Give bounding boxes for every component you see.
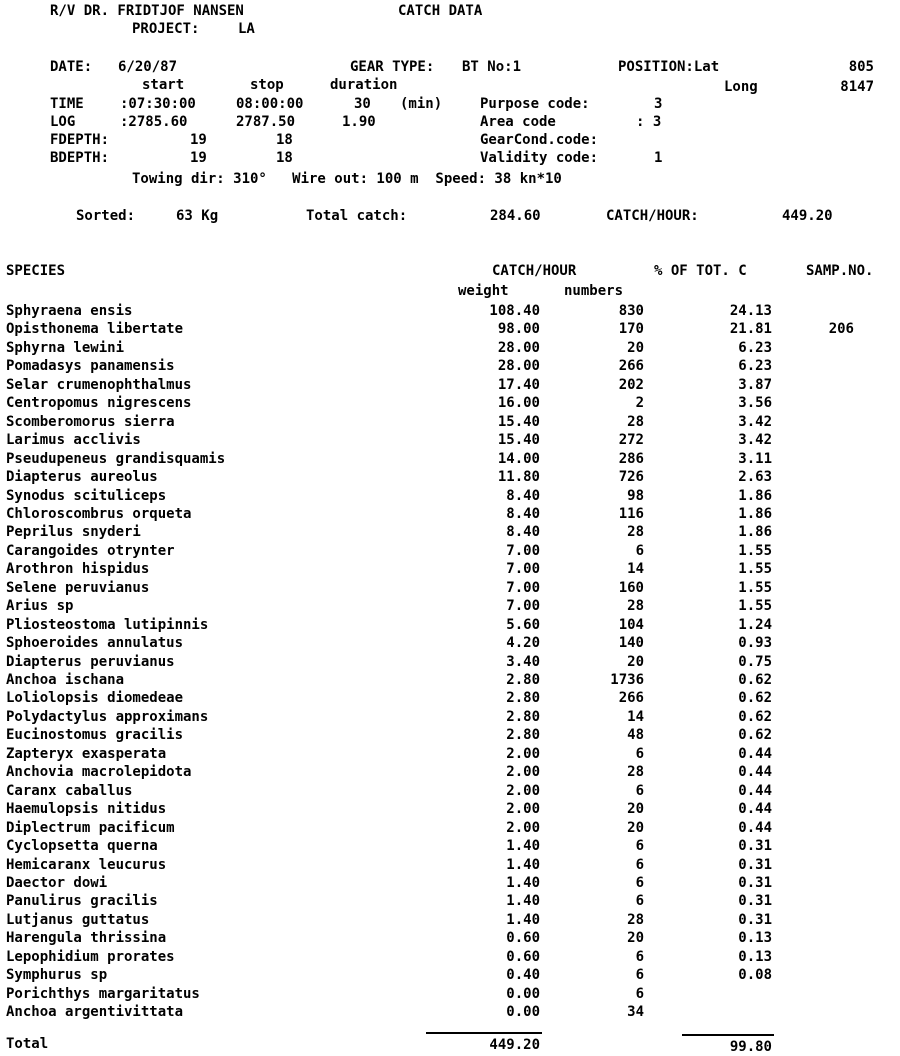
species-name: Arothron hispidus — [6, 561, 150, 577]
pct-value: 0.31 — [738, 912, 772, 928]
weight-column-header: weight — [458, 283, 509, 299]
document-title: CATCH DATA — [398, 3, 483, 19]
weight-value: 28.00 — [497, 340, 540, 356]
species-name: Porichthys margaritatus — [6, 986, 200, 1002]
species-name: Selar crumenophthalmus — [6, 377, 192, 393]
weight-value: 17.40 — [497, 377, 540, 393]
numbers-value: 20 — [627, 801, 644, 817]
pct-value: 0.31 — [738, 875, 772, 891]
species-name: Sphoeroides annulatus — [6, 635, 184, 651]
pct-value: 0.44 — [738, 764, 772, 780]
species-name: Diplectrum pacificum — [6, 820, 175, 836]
species-name: Diapterus peruvianus — [6, 654, 175, 670]
pct-value: 0.62 — [738, 727, 772, 743]
numbers-value: 6 — [635, 746, 644, 762]
weight-value: 2.00 — [506, 746, 540, 762]
total-label: Total — [6, 1036, 49, 1052]
weight-value: 1.40 — [506, 893, 540, 909]
species-name: Larimus acclivis — [6, 432, 141, 448]
pct-value: 0.62 — [738, 672, 772, 688]
weight-value: 7.00 — [506, 598, 540, 614]
weight-value: 1.40 — [506, 912, 540, 928]
weight-value: 2.80 — [506, 672, 540, 688]
time-label: TIME — [50, 96, 84, 112]
pct-value: 1.86 — [738, 506, 772, 522]
validity-code-value: 1 — [654, 150, 663, 166]
weight-total-rule — [426, 1032, 542, 1034]
species-name: Chloroscombrus orqueta — [6, 506, 192, 522]
numbers-value: 6 — [635, 783, 644, 799]
weight-value: 2.00 — [506, 783, 540, 799]
time-unit: (min) — [400, 96, 443, 112]
species-name: Panulirus gracilis — [6, 893, 158, 909]
numbers-value: 266 — [618, 358, 644, 374]
weight-value: 8.40 — [506, 488, 540, 504]
species-name: Hemicaranx leucurus — [6, 857, 167, 873]
pct-value: 1.86 — [738, 524, 772, 540]
species-column-header: SPECIES — [6, 263, 66, 279]
pct-value: 0.31 — [738, 838, 772, 854]
species-name: Pliosteostoma lutipinnis — [6, 617, 209, 633]
pct-value: 2.63 — [738, 469, 772, 485]
weight-value: 2.80 — [506, 709, 540, 725]
species-name: Zapteryx exasperata — [6, 746, 167, 762]
numbers-value: 266 — [618, 690, 644, 706]
numbers-value: 14 — [627, 561, 644, 577]
position-label: POSITION:Lat — [618, 59, 720, 75]
weight-value: 2.80 — [506, 727, 540, 743]
pct-value: 0.13 — [738, 930, 772, 946]
species-name: Anchovia macrolepidota — [6, 764, 192, 780]
weight-value: 0.60 — [506, 949, 540, 965]
pct-value: 0.62 — [738, 709, 772, 725]
total-weight-value: 449.20 — [489, 1037, 540, 1053]
date-value: 6/20/87 — [118, 59, 178, 75]
purpose-code-value: 3 — [654, 96, 663, 112]
pct-value: 6.23 — [738, 340, 772, 356]
pct-value: 3.56 — [738, 395, 772, 411]
species-name: Daector dowi — [6, 875, 108, 891]
numbers-value: 104 — [618, 617, 644, 633]
pct-value: 24.13 — [729, 303, 772, 319]
pct-value: 1.24 — [738, 617, 772, 633]
pct-value: 1.55 — [738, 598, 772, 614]
weight-value: 7.00 — [506, 543, 540, 559]
numbers-value: 28 — [627, 524, 644, 540]
pct-total-rule — [682, 1034, 774, 1036]
pct-value: 0.93 — [738, 635, 772, 651]
numbers-value: 6 — [635, 986, 644, 1002]
numbers-value: 116 — [618, 506, 644, 522]
weight-value: 1.40 — [506, 857, 540, 873]
numbers-value: 202 — [618, 377, 644, 393]
weight-value: 5.60 — [506, 617, 540, 633]
weight-value: 0.60 — [506, 930, 540, 946]
species-name: Peprilus snyderi — [6, 524, 141, 540]
numbers-value: 830 — [618, 303, 644, 319]
weight-value: 14.00 — [497, 451, 540, 467]
pct-value: 1.55 — [738, 580, 772, 596]
pct-value: 0.13 — [738, 949, 772, 965]
fdepth-stop: 18 — [276, 132, 293, 148]
weight-value: 2.80 — [506, 690, 540, 706]
pct-value: 0.44 — [738, 746, 772, 762]
pct-value: 6.23 — [738, 358, 772, 374]
species-name: Anchoa ischana — [6, 672, 125, 688]
weight-value: 0.00 — [506, 1004, 540, 1020]
pct-value: 0.62 — [738, 690, 772, 706]
numbers-value: 6 — [635, 543, 644, 559]
numbers-value: 14 — [627, 709, 644, 725]
species-name: Synodus scituliceps — [6, 488, 167, 504]
species-name: Caranx caballus — [6, 783, 133, 799]
numbers-value: 20 — [627, 654, 644, 670]
numbers-value: 6 — [635, 949, 644, 965]
species-name: Lutjanus guttatus — [6, 912, 150, 928]
weight-value: 0.00 — [506, 986, 540, 1002]
towing-info: Towing dir: 310° Wire out: 100 m Speed: 38 kn*10 — [132, 171, 562, 187]
col-stop-label: stop — [250, 77, 284, 93]
pct-value: 3.42 — [738, 414, 772, 430]
catch-hour-value: 449.20 — [782, 208, 833, 224]
weight-value: 2.00 — [506, 764, 540, 780]
numbers-value: 272 — [618, 432, 644, 448]
weight-value: 0.40 — [506, 967, 540, 983]
numbers-value: 160 — [618, 580, 644, 596]
total-catch-label: Total catch: — [306, 208, 408, 224]
purpose-code-label: Purpose code: — [480, 96, 590, 112]
species-name: Loliolopsis diomedeae — [6, 690, 184, 706]
numbers-value: 6 — [635, 857, 644, 873]
pct-value: 1.55 — [738, 561, 772, 577]
pct-value: 21.81 — [729, 321, 772, 337]
total-catch-value: 284.60 — [490, 208, 541, 224]
numbers-value: 20 — [627, 340, 644, 356]
weight-value: 11.80 — [497, 469, 540, 485]
catch-hour-label: CATCH/HOUR: — [606, 208, 699, 224]
project-value: LA — [238, 21, 255, 37]
species-name: Carangoides otrynter — [6, 543, 175, 559]
numbers-value: 6 — [635, 893, 644, 909]
weight-value: 8.40 — [506, 524, 540, 540]
latitude-value: 805 — [848, 59, 874, 75]
numbers-value: 28 — [627, 912, 644, 928]
sample-number-value: 206 — [828, 321, 854, 337]
species-name: Pomadasys panamensis — [6, 358, 175, 374]
numbers-column-header: numbers — [564, 283, 624, 299]
bdepth-label: BDEPTH: — [50, 150, 110, 166]
area-code-label: Area code — [480, 114, 556, 130]
species-name: Eucinostomus gracilis — [6, 727, 184, 743]
species-name: Cyclopsetta querna — [6, 838, 158, 854]
pct-value: 3.87 — [738, 377, 772, 393]
species-name: Opisthonema libertate — [6, 321, 184, 337]
species-name: Scomberomorus sierra — [6, 414, 175, 430]
sample-number-column-header: SAMP.NO. — [806, 263, 874, 279]
total-pct-value: 99.80 — [729, 1039, 772, 1055]
weight-value: 28.00 — [497, 358, 540, 374]
col-start-label: start — [142, 77, 185, 93]
weight-value: 2.00 — [506, 801, 540, 817]
pct-value: 0.75 — [738, 654, 772, 670]
bdepth-stop: 18 — [276, 150, 293, 166]
numbers-value: 140 — [618, 635, 644, 651]
pct-value: 0.44 — [738, 820, 772, 836]
species-name: Lepophidium prorates — [6, 949, 175, 965]
project-label: PROJECT: — [132, 21, 200, 37]
species-name: Symphurus sp — [6, 967, 108, 983]
col-duration-label: duration — [330, 77, 398, 93]
weight-value: 98.00 — [497, 321, 540, 337]
log-label: LOG — [50, 114, 76, 130]
weight-value: 108.40 — [489, 303, 540, 319]
weight-value: 4.20 — [506, 635, 540, 651]
pct-value: 0.08 — [738, 967, 772, 983]
gear-type-value: BT No:1 — [462, 59, 522, 75]
species-name: Sphyraena ensis — [6, 303, 133, 319]
numbers-value: 28 — [627, 414, 644, 430]
fdepth-label: FDEPTH: — [50, 132, 110, 148]
sorted-label: Sorted: — [76, 208, 136, 224]
time-stop: 08:00:00 — [236, 96, 304, 112]
bdepth-start: 19 — [190, 150, 207, 166]
numbers-value: 286 — [618, 451, 644, 467]
pct-value: 3.42 — [738, 432, 772, 448]
weight-value: 8.40 — [506, 506, 540, 522]
numbers-value: 34 — [627, 1004, 644, 1020]
weight-value: 16.00 — [497, 395, 540, 411]
gearcond-code-label: GearCond.code: — [480, 132, 599, 148]
time-duration: 30 — [354, 96, 371, 112]
numbers-value: 20 — [627, 820, 644, 836]
weight-value: 7.00 — [506, 580, 540, 596]
species-name: Diapterus aureolus — [6, 469, 158, 485]
pct-value: 0.44 — [738, 801, 772, 817]
fdepth-start: 19 — [190, 132, 207, 148]
species-name: Centropomus nigrescens — [6, 395, 192, 411]
weight-value: 7.00 — [506, 561, 540, 577]
numbers-value: 28 — [627, 598, 644, 614]
species-name: Polydactylus approximans — [6, 709, 209, 725]
species-name: Arius sp — [6, 598, 74, 614]
numbers-value: 6 — [635, 875, 644, 891]
pct-value: 3.11 — [738, 451, 772, 467]
date-label: DATE: — [50, 59, 93, 75]
numbers-value: 98 — [627, 488, 644, 504]
sorted-value: 63 Kg — [176, 208, 219, 224]
species-name: Sphyrna lewini — [6, 340, 125, 356]
gear-type-label: GEAR TYPE: — [350, 59, 435, 75]
numbers-value: 2 — [635, 395, 644, 411]
species-name: Selene peruvianus — [6, 580, 150, 596]
species-name: Harengula thrissina — [6, 930, 167, 946]
pct-value: 0.31 — [738, 893, 772, 909]
numbers-value: 48 — [627, 727, 644, 743]
numbers-value: 170 — [618, 321, 644, 337]
weight-value: 1.40 — [506, 875, 540, 891]
pct-value: 0.44 — [738, 783, 772, 799]
pct-value: 1.55 — [738, 543, 772, 559]
weight-value: 15.40 — [497, 432, 540, 448]
pct-value: 1.86 — [738, 488, 772, 504]
log-stop: 2787.50 — [236, 114, 296, 130]
numbers-value: 20 — [627, 930, 644, 946]
numbers-value: 28 — [627, 764, 644, 780]
species-name: Haemulopsis nitidus — [6, 801, 167, 817]
weight-value: 2.00 — [506, 820, 540, 836]
area-code-value: : 3 — [636, 114, 662, 130]
pct-value: 0.31 — [738, 857, 772, 873]
species-name: Pseudupeneus grandisquamis — [6, 451, 226, 467]
longitude-value: 8147 — [840, 79, 874, 95]
pct-total-column-header: % OF TOT. C — [654, 263, 747, 279]
log-duration: 1.90 — [342, 114, 376, 130]
weight-value: 3.40 — [506, 654, 540, 670]
numbers-value: 1736 — [610, 672, 644, 688]
numbers-value: 726 — [618, 469, 644, 485]
log-start: :2785.60 — [120, 114, 188, 130]
time-start: :07:30:00 — [120, 96, 196, 112]
weight-value: 15.40 — [497, 414, 540, 430]
weight-value: 1.40 — [506, 838, 540, 854]
numbers-value: 6 — [635, 967, 644, 983]
species-name: Anchoa argentivittata — [6, 1004, 184, 1020]
catch-hour-column-header: CATCH/HOUR — [492, 263, 577, 279]
longitude-label: Long — [724, 79, 758, 95]
validity-code-label: Validity code: — [480, 150, 599, 166]
vessel-name: R/V DR. FRIDTJOF NANSEN — [50, 3, 244, 19]
numbers-value: 6 — [635, 838, 644, 854]
